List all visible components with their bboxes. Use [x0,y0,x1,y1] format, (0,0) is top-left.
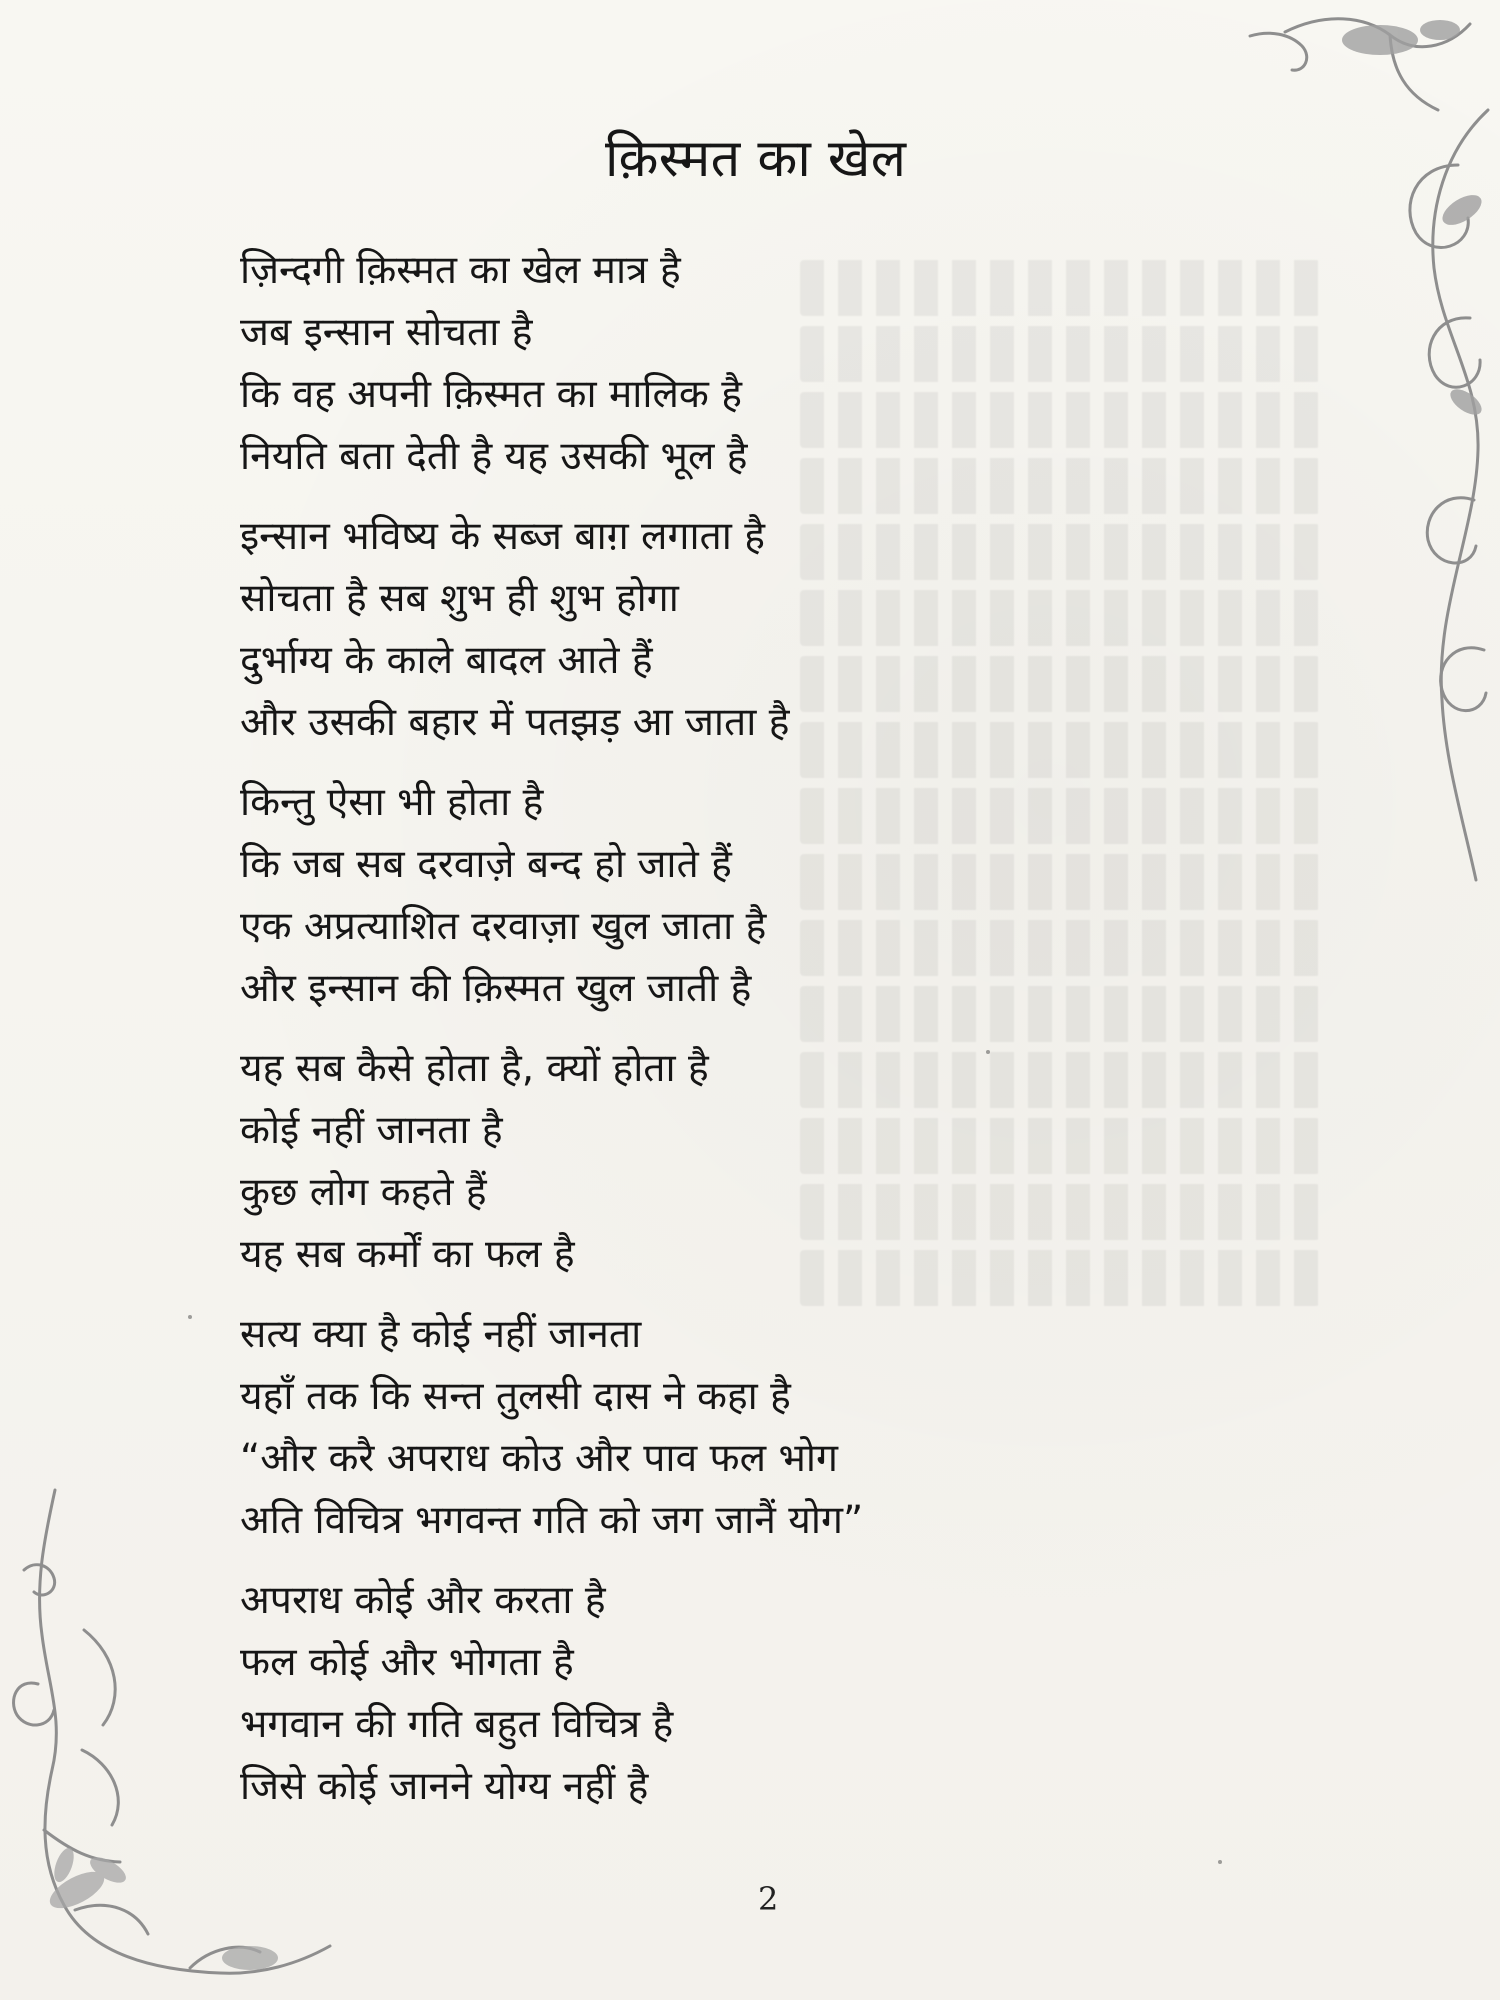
stanza-3 [240,772,1090,1020]
poem-line: कि वह अपनी क़िस्मत का मालिक है [240,372,742,417]
paper-speck [986,1050,990,1054]
poem-line: और उसकी बहार में पतझड़ आ जाता है [240,700,790,745]
poem-line: किन्तु ऐसा भी होता है [240,780,544,825]
poem-line: इन्सान भविष्य के सब्ज बाग़ लगाता है [240,514,765,559]
poem-title: क़िस्मत का खेल [605,129,907,189]
stanza-2 [240,506,1090,754]
stanza-4 [240,1038,1090,1286]
poem-line: जिसे कोई जानने योग्य नहीं है [240,1764,649,1809]
poem-line: यह सब कर्मों का फल है [240,1232,575,1277]
poem-line: अति विचित्र भगवन्त गति को जग जानैं योग” [240,1498,864,1543]
stanza-5 [240,1304,1090,1552]
poem-line: दुर्भाग्य के काले बादल आते हैं [240,638,653,683]
poem-line: भगवान की गति बहुत विचित्र है [240,1702,674,1747]
stanza-6 [240,1570,1090,1818]
poem-line: एक अप्रत्याशित दरवाज़ा खुल जाता है [240,904,767,949]
page-number: 2 [758,1880,779,1918]
floral-flourish-icon [1230,0,1500,900]
poem-line: फल कोई और भोगता है [240,1640,574,1685]
poem-line: नियति बता देती है यह उसकी भूल है [240,434,748,479]
poem-line: अपराध कोई और करता है [240,1578,606,1623]
paper-speck [1218,1860,1222,1864]
poem-line: यह सब कैसे होता है, क्यों होता है [240,1046,709,1091]
poem-line: सत्य क्या है कोई नहीं जानता [240,1312,642,1357]
stanza-1 [240,240,1090,488]
paper-speck [188,1315,192,1319]
poem-line: और इन्सान की क़िस्मत खुल जाती है [240,966,752,1011]
poem-line: यहाँ तक कि सन्त तुलसी दास ने कहा है [240,1374,791,1419]
poem-line: कोई नहीं जानता है [240,1108,503,1153]
poem-line: जब इन्सान सोचता है [240,310,533,355]
poem-body [240,240,1090,1836]
poem-line: कि जब सब दरवाज़े बन्द हो जाते हैं [240,842,732,887]
poem-line: “और करै अपराध कोउ और पाव फल भोग [240,1436,838,1481]
poem-line: सोचता है सब शुभ ही शुभ होगा [240,576,679,621]
poem-line: ज़िन्दगी क़िस्मत का खेल मात्र है [240,248,681,293]
poem-line: कुछ लोग कहते हैं [240,1170,487,1215]
